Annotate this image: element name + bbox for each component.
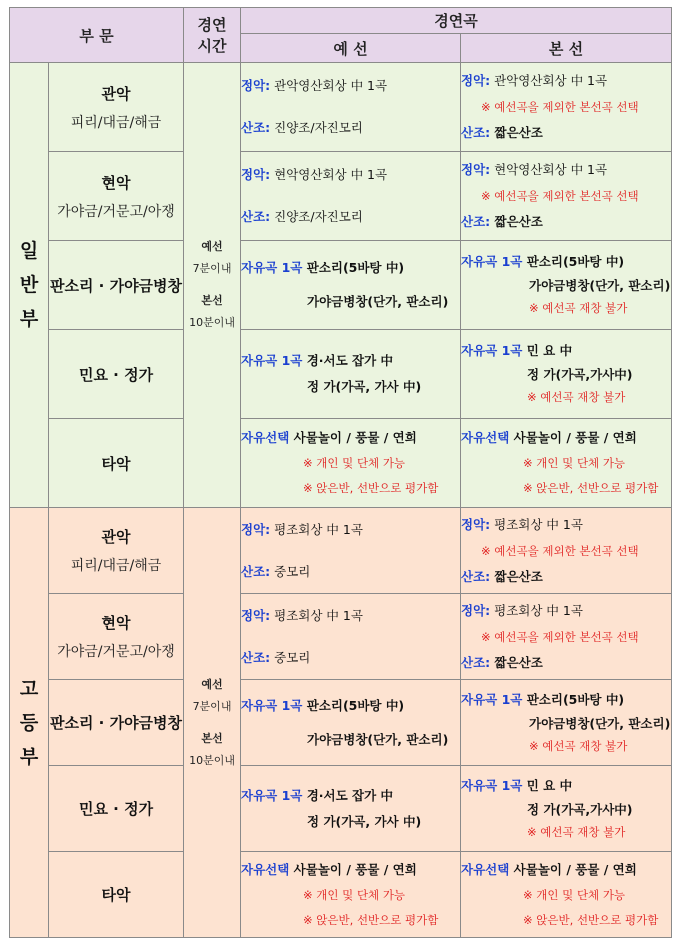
category-name: 판소리 · 가야금병창 <box>49 276 183 295</box>
note-line <box>461 541 671 561</box>
piece-label: 자유선택 <box>241 430 290 445</box>
prelim-piece-cell <box>241 152 461 241</box>
note-text: ※ 앉은반, 선반으로 평가함 <box>303 481 439 495</box>
category-instruments: 피리/대금/해금 <box>70 558 162 574</box>
piece-text: 평조회상 中 1곡 <box>490 602 583 618</box>
table-row <box>10 852 672 938</box>
category-cell <box>49 330 184 419</box>
piece-label: 자유곡 1곡 <box>461 777 523 793</box>
piece-text: 현악영산회상 中 1곡 <box>270 167 388 182</box>
piece-text: 가야금병창(단가, 판소리) <box>307 731 449 747</box>
note-line <box>461 453 671 473</box>
note-text: ※ 예선곡 재창 불가 <box>529 738 628 753</box>
final-piece-cell <box>461 594 672 680</box>
note-line <box>241 453 460 473</box>
piece-text: 판소리(5바탕 中) <box>522 254 625 269</box>
piece-text: 짧은산조 <box>490 568 543 584</box>
piece-label: 자유곡 1곡 <box>461 343 523 358</box>
piece-label: 자유곡 1곡 <box>241 353 303 368</box>
piece-text: 판소리(5바탕 中) <box>302 697 405 713</box>
piece-label: 산조: <box>461 125 491 140</box>
piece-label: 자유곡 1곡 <box>461 691 523 707</box>
piece-label: 산조: <box>461 568 491 584</box>
piece-line <box>241 165 460 185</box>
note-text: ※ 앉은반, 선반으로 평가함 <box>523 912 659 927</box>
piece-line <box>241 428 460 448</box>
piece-label: 산조: <box>461 654 491 670</box>
piece-line <box>241 258 460 278</box>
piece-label: 정악: <box>241 167 271 182</box>
category-instruments: 가야금/거문고/아쟁 <box>57 644 175 660</box>
note-line <box>241 910 460 930</box>
category-cell <box>49 152 184 241</box>
time-prelim-time: 7분이내 <box>192 262 232 275</box>
note-line <box>461 822 671 842</box>
time-final-time: 10분이내 <box>189 753 235 767</box>
time-prelim-time: 7분이내 <box>192 699 232 713</box>
piece-text: 정 가(가곡,가사中) <box>527 367 633 382</box>
piece-text: 사물놀이 / 풍물 / 연희 <box>289 861 417 877</box>
category-name: 현악 <box>101 614 131 632</box>
piece-text: 가야금병창(단가, 판소리) <box>307 294 449 309</box>
piece-label: 산조: <box>241 209 271 224</box>
note-text: ※ 개인 및 단체 가능 <box>303 887 406 902</box>
piece-text: 평조회상 中 1곡 <box>270 521 363 537</box>
time-prelim-label: 예선 <box>201 240 223 253</box>
note-line <box>461 885 671 905</box>
division-name <box>10 63 49 508</box>
piece-label: 정악: <box>241 521 271 537</box>
piece-line <box>461 800 671 820</box>
piece-line <box>461 860 671 880</box>
piece-label: 자유선택 <box>461 430 510 445</box>
piece-line <box>461 365 671 385</box>
piece-line <box>241 696 460 716</box>
piece-line <box>461 567 671 587</box>
note-line <box>461 627 671 647</box>
piece-line <box>461 653 671 673</box>
piece-label: 정악: <box>461 602 491 618</box>
table-row <box>10 241 672 330</box>
final-piece-cell <box>461 241 672 330</box>
category-instruments: 가야금/거문고/아쟁 <box>57 203 175 220</box>
final-piece-cell <box>461 852 672 938</box>
note-text: ※ 앉은반, 선반으로 평가함 <box>523 481 659 495</box>
final-piece-cell <box>461 508 672 594</box>
piece-line <box>461 252 671 272</box>
final-piece-cell <box>461 419 672 508</box>
final-piece-cell <box>461 766 672 852</box>
piece-text: 사물놀이 / 풍물 / 연희 <box>289 430 417 445</box>
note-text: ※ 예선곡 재창 불가 <box>527 824 626 839</box>
piece-text: 관악영산회상 中 1곡 <box>270 78 388 93</box>
category-name: 관악 <box>101 528 131 546</box>
piece-line <box>241 730 460 750</box>
competition-table <box>9 7 672 938</box>
piece-text: 판소리(5바탕 中) <box>302 260 405 275</box>
category-cell <box>49 766 184 852</box>
category-cell <box>49 852 184 938</box>
final-piece-cell <box>461 330 672 419</box>
piece-text: 민 요 中 <box>522 343 573 358</box>
piece-text: 정 가(가곡, 가사 中) <box>307 379 422 394</box>
prelim-piece-cell <box>241 766 461 852</box>
note-text: ※ 개인 및 단체 가능 <box>523 456 626 470</box>
note-text: ※ 예선곡을 제외한 본선곡 선택 <box>481 189 639 203</box>
piece-text: 평조회상 中 1곡 <box>270 607 363 623</box>
piece-label: 산조: <box>241 120 271 135</box>
division-char: 등 <box>19 711 39 734</box>
piece-line <box>461 123 671 143</box>
piece-line <box>241 351 460 371</box>
piece-line <box>461 776 671 796</box>
piece-line <box>461 341 671 361</box>
piece-label: 정악: <box>461 73 491 88</box>
piece-label: 자유곡 1곡 <box>241 787 303 803</box>
piece-label: 자유선택 <box>461 861 510 877</box>
note-text: ※ 예선곡을 제외한 본선곡 선택 <box>481 100 639 114</box>
category-cell <box>49 594 184 680</box>
piece-line <box>241 648 460 668</box>
piece-label: 정악: <box>241 78 271 93</box>
note-text: ※ 개인 및 단체 가능 <box>303 456 406 470</box>
table-row <box>10 419 672 508</box>
category-name: 판소리 · 가야금병창 <box>49 714 183 732</box>
table-row <box>10 152 672 241</box>
note-text: ※ 예선곡 재창 불가 <box>527 390 626 404</box>
piece-text: 사물놀이 / 풍물 / 연희 <box>509 430 637 445</box>
prelim-piece-cell <box>241 63 461 152</box>
table-row <box>10 680 672 766</box>
note-line <box>461 910 671 930</box>
piece-text: 민 요 中 <box>522 777 573 793</box>
piece-line <box>461 714 671 734</box>
header-final: 본 선 <box>461 34 672 63</box>
piece-text: 가야금병창(단가, 판소리) <box>529 278 671 293</box>
piece-line <box>461 71 671 91</box>
piece-text: 관악영산회상 中 1곡 <box>490 73 608 88</box>
final-piece-cell <box>461 152 672 241</box>
piece-line <box>461 428 671 448</box>
note-line <box>461 97 671 117</box>
prelim-piece-cell <box>241 594 461 680</box>
piece-label: 자유곡 1곡 <box>241 697 303 713</box>
piece-line <box>241 606 460 626</box>
division-char: 반 <box>19 274 39 296</box>
note-text: ※ 예선곡을 제외한 본선곡 선택 <box>481 629 639 644</box>
piece-line <box>461 515 671 535</box>
piece-line <box>241 377 460 397</box>
piece-text: 정 가(가곡, 가사 中) <box>307 813 422 829</box>
category-name: 민요 · 정가 <box>78 800 154 818</box>
header-time-line1: 경연 <box>197 16 227 34</box>
prelim-piece-cell <box>241 852 461 938</box>
category-cell <box>49 419 184 508</box>
piece-line <box>241 118 460 138</box>
note-text: ※ 예선곡을 제외한 본선곡 선택 <box>481 543 639 558</box>
piece-line <box>241 207 460 227</box>
piece-line <box>241 520 460 540</box>
time-limit-cell <box>184 508 241 938</box>
division-char: 일 <box>19 240 39 262</box>
piece-line <box>241 292 460 312</box>
piece-text: 평조회상 中 1곡 <box>490 516 583 532</box>
note-line <box>461 186 671 206</box>
category-name: 타악 <box>101 886 131 904</box>
piece-line <box>461 160 671 180</box>
final-piece-cell <box>461 680 672 766</box>
final-piece-cell <box>461 63 672 152</box>
piece-line <box>241 562 460 582</box>
piece-label: 자유곡 1곡 <box>241 260 303 275</box>
piece-text: 경·서도 잡가 中 <box>302 787 394 803</box>
note-line <box>241 478 460 498</box>
piece-label: 산조: <box>241 563 271 579</box>
note-text: ※ 개인 및 단체 가능 <box>523 887 626 902</box>
piece-text: 중모리 <box>270 649 311 665</box>
piece-label: 정악: <box>461 162 491 177</box>
time-limit-cell <box>184 63 241 508</box>
piece-label: 산조: <box>461 214 491 229</box>
header-time <box>184 8 241 63</box>
piece-line <box>241 76 460 96</box>
piece-line <box>241 812 460 832</box>
prelim-piece-cell <box>241 419 461 508</box>
note-line <box>461 736 671 756</box>
note-line <box>461 478 671 498</box>
piece-label: 정악: <box>241 607 271 623</box>
note-line <box>241 885 460 905</box>
piece-text: 짧은산조 <box>490 214 543 229</box>
note-text: ※ 예선곡 재창 불가 <box>529 301 628 315</box>
piece-text: 짧은산조 <box>490 125 543 140</box>
category-name: 관악 <box>101 84 131 103</box>
category-name: 현악 <box>101 173 131 192</box>
division-char: 부 <box>19 308 39 330</box>
category-cell <box>49 680 184 766</box>
table-row <box>10 766 672 852</box>
table-row <box>10 63 672 152</box>
header-pieces: 경연곡 <box>241 8 672 34</box>
table-row <box>10 508 672 594</box>
piece-line <box>461 276 671 296</box>
note-text: ※ 앉은반, 선반으로 평가함 <box>303 912 439 927</box>
category-instruments: 피리/대금/해금 <box>70 114 162 131</box>
piece-text: 현악영산회상 中 1곡 <box>490 162 608 177</box>
piece-text: 중모리 <box>270 563 311 579</box>
table-row <box>10 594 672 680</box>
prelim-piece-cell <box>241 241 461 330</box>
division-char: 고 <box>19 677 39 700</box>
time-prelim-label: 예선 <box>201 677 223 691</box>
piece-label: 자유곡 1곡 <box>461 254 523 269</box>
category-name: 민요 · 정가 <box>78 365 154 384</box>
piece-text: 진양조/자진모리 <box>270 120 363 135</box>
piece-label: 산조: <box>241 649 271 665</box>
category-cell <box>49 63 184 152</box>
category-cell <box>49 241 184 330</box>
time-final-label: 본선 <box>201 294 223 307</box>
piece-line <box>461 601 671 621</box>
category-cell <box>49 508 184 594</box>
table-row <box>10 330 672 419</box>
note-line <box>461 387 671 407</box>
time-final-time: 10분이내 <box>189 316 235 329</box>
division-char: 부 <box>19 745 39 768</box>
piece-text: 진양조/자진모리 <box>270 209 363 224</box>
header-time-line2: 시간 <box>197 37 227 55</box>
prelim-piece-cell <box>241 330 461 419</box>
category-name: 타악 <box>101 454 131 473</box>
header-division: 부 문 <box>10 8 184 63</box>
note-line <box>461 298 671 318</box>
piece-text: 사물놀이 / 풍물 / 연희 <box>509 861 637 877</box>
piece-line <box>461 212 671 232</box>
piece-line <box>241 786 460 806</box>
piece-text: 판소리(5바탕 中) <box>522 691 625 707</box>
piece-line <box>461 690 671 710</box>
prelim-piece-cell <box>241 680 461 766</box>
piece-text: 짧은산조 <box>490 654 543 670</box>
division-name <box>10 508 49 938</box>
piece-label: 정악: <box>461 516 491 532</box>
piece-text: 경·서도 잡가 中 <box>302 353 394 368</box>
prelim-piece-cell <box>241 508 461 594</box>
header-prelim: 예 선 <box>241 34 461 63</box>
piece-line <box>241 860 460 880</box>
piece-text: 정 가(가곡,가사中) <box>527 801 633 817</box>
piece-label: 자유선택 <box>241 861 290 877</box>
time-final-label: 본선 <box>201 731 223 745</box>
piece-text: 가야금병창(단가, 판소리) <box>529 715 671 731</box>
